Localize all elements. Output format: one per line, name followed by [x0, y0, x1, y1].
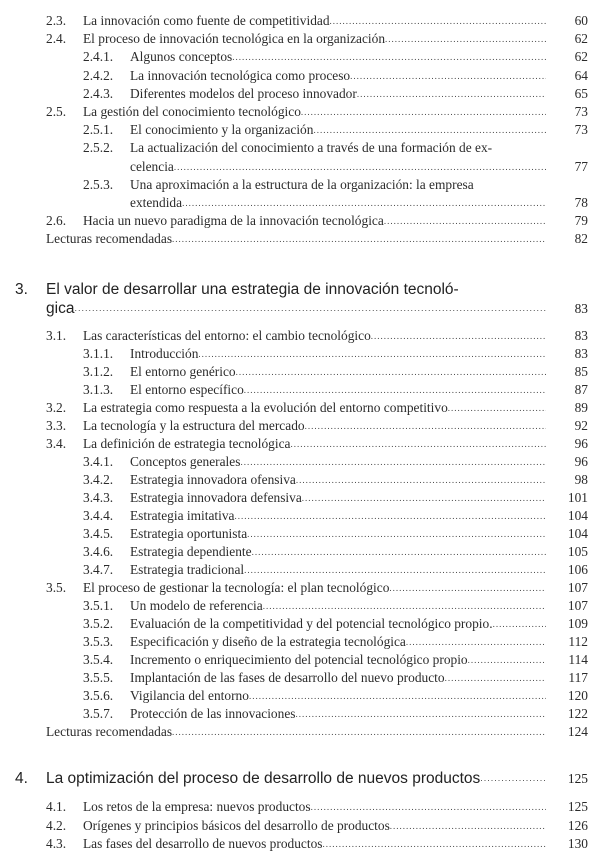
toc-line: [0, 212, 600, 230]
toc-line: [0, 158, 600, 176]
toc-line: [0, 363, 600, 381]
entry-title: [83, 103, 546, 121]
toc-line: [0, 561, 600, 579]
entry-title: [130, 705, 546, 723]
chapter-heading[interactable]: [0, 769, 600, 788]
toc-line: [0, 327, 600, 345]
dot-leader: [371, 327, 546, 345]
toc-entry[interactable]: [0, 525, 600, 543]
dot-leader: [389, 579, 546, 597]
entry-title-text: Lecturas recomendadas: [46, 231, 173, 247]
entry-number: 3.4.2.: [83, 472, 114, 488]
entry-title: [130, 669, 546, 687]
toc-line: [0, 12, 600, 30]
dot-leader: [322, 835, 546, 854]
entry-title-text: Incremento o enriquecimiento del potencial tecnológico propio: [130, 652, 468, 668]
toc-entry[interactable]: [0, 103, 600, 121]
entry-number: 3.1.1.: [83, 346, 114, 362]
page-number: 124: [567, 724, 588, 740]
entry-title: [130, 471, 546, 489]
entry-number: 3.5.6.: [83, 688, 114, 704]
dot-leader: [172, 723, 546, 741]
toc-entry[interactable]: [0, 85, 600, 103]
toc-entry[interactable]: [0, 723, 600, 741]
dot-leader: [240, 453, 546, 471]
entry-number: 3.5.3.: [83, 634, 114, 650]
page-number: 105: [567, 544, 588, 560]
toc-line: [0, 381, 600, 399]
entry-number: 2.4.: [46, 31, 67, 47]
toc-entry[interactable]: [0, 835, 600, 854]
toc-line: [0, 651, 600, 669]
entry-number: 3.4.6.: [83, 544, 114, 560]
entry-title-text: La actualización del conocimiento a través de una formación de ex-: [130, 140, 493, 156]
toc-line: [0, 489, 600, 507]
toc-entry[interactable]: [0, 705, 600, 723]
page-number: 112: [568, 634, 588, 650]
dot-leader: [244, 561, 546, 579]
entry-title-text: La innovación como fuente de competitividad: [83, 13, 330, 28]
dot-leader: [290, 435, 546, 453]
page-number: 83: [574, 301, 588, 317]
toc-entry[interactable]: [0, 507, 600, 525]
toc-line: [0, 139, 600, 157]
toc-line: [0, 579, 600, 597]
entry-number: 3.5.5.: [83, 670, 114, 686]
page-number: 92: [574, 418, 588, 434]
toc-entry[interactable]: [0, 669, 600, 687]
toc-entry[interactable]: [0, 435, 600, 453]
page-number: 65: [574, 85, 588, 101]
entry-title-text: Estrategia innovadora ofensiva: [130, 472, 296, 488]
toc-line: [0, 48, 600, 66]
page-number: 98: [574, 472, 588, 488]
entry-title: [46, 769, 546, 788]
dot-leader: [244, 381, 546, 399]
toc-entry[interactable]: [0, 12, 600, 30]
toc-line: [0, 507, 600, 525]
entry-title: [130, 489, 546, 507]
entry-title-text: Introducción: [130, 346, 199, 362]
dot-leader: [263, 597, 546, 615]
entry-title: [130, 687, 546, 705]
page-number: 62: [574, 49, 588, 65]
page-number: 126: [567, 817, 588, 833]
entry-number: 3.5.4.: [83, 652, 114, 668]
toc-entry[interactable]: [0, 230, 600, 248]
toc-line: [0, 597, 600, 615]
entry-title-text: Estrategia innovadora defensiva: [130, 490, 302, 506]
entry-title: [130, 363, 546, 381]
entry-title-text: Estrategia oportunista: [130, 526, 248, 542]
toc-entry[interactable]: [0, 381, 600, 399]
entry-title-text: Lecturas recomendadas: [46, 724, 173, 740]
dot-leader: [295, 705, 546, 723]
entry-title: [83, 399, 546, 417]
toc-line: [0, 543, 600, 561]
entry-title-text: Protección de las innovaciones: [130, 706, 296, 722]
entry-title-text: Estrategia tradicional: [130, 562, 245, 578]
entry-title: [83, 835, 546, 854]
toc-line: [0, 30, 600, 48]
entry-number: 3.1.3.: [83, 382, 114, 398]
page-number: 122: [567, 706, 588, 722]
entry-number: 2.5.2.: [83, 140, 114, 156]
toc-entry[interactable]: [0, 139, 600, 175]
entry-title-text: La optimización del proceso de desarrollo de nuevos productos: [46, 770, 481, 788]
toc-section: [0, 769, 600, 788]
page-number: 130: [567, 836, 588, 852]
entry-title-text: La gestión del conocimiento tecnológico: [83, 103, 301, 119]
entry-title-text: gica: [46, 300, 75, 318]
toc-entry[interactable]: [0, 817, 600, 836]
entry-title: [83, 12, 546, 30]
entry-title-text: Evaluación de la competitividad y del potencial tecnológico propio.: [130, 616, 493, 632]
toc-line: [0, 453, 600, 471]
toc-entry[interactable]: [0, 48, 600, 66]
toc-entry[interactable]: [0, 67, 600, 85]
dot-leader: [247, 525, 546, 543]
toc-line: [0, 705, 600, 723]
entry-number: 3.4.4.: [83, 508, 114, 524]
entry-number: 2.4.2.: [83, 67, 114, 83]
entry-title-text: El entorno genérico: [130, 364, 236, 380]
entry-title: [130, 381, 546, 399]
dot-leader: [198, 345, 546, 363]
entry-title: [46, 723, 546, 741]
toc-section: [0, 327, 600, 741]
toc-entry[interactable]: [0, 417, 600, 435]
toc-line: [0, 687, 600, 705]
dot-leader: [350, 67, 546, 85]
entry-title-text: Estrategia dependiente: [130, 544, 252, 560]
toc-entry[interactable]: [0, 453, 600, 471]
toc-entry[interactable]: [0, 327, 600, 345]
toc-line: [0, 194, 600, 212]
toc-entry[interactable]: [0, 489, 600, 507]
page-number: 77: [574, 158, 588, 174]
entry-title: [130, 158, 546, 176]
entry-title: [130, 121, 546, 139]
page-number: 60: [574, 13, 588, 28]
entry-number: 2.5.3.: [83, 176, 114, 192]
toc-line: [0, 798, 600, 817]
page-number: 64: [574, 67, 588, 83]
dot-leader: [252, 543, 546, 561]
toc-line: [0, 280, 600, 299]
dot-leader: [390, 817, 546, 836]
page-number: 109: [567, 616, 588, 632]
page-number: 101: [567, 490, 588, 506]
entry-number: 3.2.: [46, 400, 67, 416]
entry-number: 3.4.3.: [83, 490, 114, 506]
entry-title: [130, 67, 546, 85]
page-number: 107: [567, 598, 588, 614]
entry-title-text: Implantación de las fases de desarrollo del nuevo producto: [130, 670, 445, 686]
entry-number: 3.4.7.: [83, 562, 114, 578]
page-number: 83: [574, 346, 588, 362]
entry-title: [83, 435, 546, 453]
entry-title: [130, 651, 546, 669]
entry-title-text: El conocimiento y la organización: [130, 122, 314, 138]
entry-title: [130, 176, 546, 194]
page-number: 85: [574, 364, 588, 380]
toc-line: [0, 633, 600, 651]
page-number: 117: [568, 670, 588, 686]
dot-leader: [406, 633, 546, 651]
toc-entry[interactable]: [0, 399, 600, 417]
page-number: 125: [567, 771, 588, 787]
dot-leader: [330, 12, 546, 30]
entry-title-text: Conceptos generales: [130, 454, 241, 470]
entry-title: [83, 327, 546, 345]
entry-title-text: La definición de estrategia tecnológica: [83, 436, 291, 452]
toc-line: [0, 121, 600, 139]
entry-title-text: Las características del entorno: el cambio tecnológico: [83, 328, 371, 344]
page-number: 96: [574, 436, 588, 452]
dot-leader: [172, 230, 546, 248]
page-number: 62: [574, 31, 588, 47]
entry-title: [130, 615, 546, 633]
dot-leader: [249, 687, 546, 705]
entry-number: 3.4.: [46, 436, 67, 452]
entry-number: 3.5.7.: [83, 706, 114, 722]
toc-line: [0, 299, 600, 318]
toc-entry[interactable]: [0, 579, 600, 597]
toc-line: [0, 669, 600, 687]
toc-line: [0, 345, 600, 363]
toc-entry[interactable]: [0, 561, 600, 579]
entry-title-text: extendida: [130, 194, 183, 210]
toc-entry[interactable]: [0, 30, 600, 48]
toc-line: [0, 817, 600, 836]
dot-leader: [302, 489, 546, 507]
toc-entry[interactable]: [0, 597, 600, 615]
dot-leader: [384, 212, 546, 230]
entry-title: [130, 85, 546, 103]
entry-title: [130, 453, 546, 471]
entry-title: [83, 798, 546, 817]
dot-leader: [445, 669, 546, 687]
entry-title: [130, 139, 546, 157]
entry-number: 3.1.: [46, 328, 67, 344]
dot-leader: [74, 299, 546, 318]
toc-line: [0, 176, 600, 194]
entry-title-text: Los retos de la empresa: nuevos productos: [83, 799, 311, 815]
toc-line: [0, 471, 600, 489]
page-number: 78: [574, 194, 588, 210]
entry-title: [83, 417, 546, 435]
entry-title: [46, 230, 546, 248]
dot-leader: [357, 85, 546, 103]
entry-title: [46, 299, 546, 318]
entry-number: 4.1.: [46, 799, 67, 815]
toc-entry[interactable]: [0, 798, 600, 817]
page-number: 107: [567, 580, 588, 596]
entry-title: [130, 345, 546, 363]
toc-entry[interactable]: [0, 363, 600, 381]
page-number: 83: [574, 328, 588, 344]
toc-section: [0, 798, 600, 854]
toc-entry[interactable]: [0, 176, 600, 212]
entry-number: 3.5.: [46, 580, 67, 596]
page-number: 73: [574, 122, 588, 138]
entry-title-text: El proceso de innovación tecnológica en la organización: [83, 31, 386, 47]
entry-title: [130, 525, 546, 543]
page-number: 106: [567, 562, 588, 578]
dot-leader: [493, 615, 546, 633]
page-number: 120: [567, 688, 588, 704]
entry-title-text: Estrategia imitativa: [130, 508, 235, 524]
entry-title-text: Algunos conceptos: [130, 49, 233, 65]
entry-title: [130, 633, 546, 651]
dot-leader: [236, 363, 546, 381]
page-number: 125: [567, 799, 588, 815]
entry-title-text: Diferentes modelos del proceso innovador: [130, 85, 357, 101]
dot-leader: [296, 471, 546, 489]
entry-title: [130, 597, 546, 615]
entry-number: 3.5.1.: [83, 598, 114, 614]
entry-number: 3.5.2.: [83, 616, 114, 632]
entry-title-text: Orígenes y principios básicos del desarrollo de productos: [83, 817, 390, 833]
entry-title: [46, 280, 546, 299]
page-number: 87: [574, 382, 588, 398]
dot-leader: [448, 399, 546, 417]
page-number: 104: [567, 508, 588, 524]
dot-leader: [480, 769, 546, 788]
entry-number: 2.4.1.: [83, 49, 114, 65]
entry-title-text: La innovación tecnológica como proceso: [130, 67, 351, 83]
toc-entry[interactable]: [0, 633, 600, 651]
entry-number: 4.3.: [46, 836, 67, 852]
toc-entry[interactable]: [0, 121, 600, 139]
dot-leader: [313, 121, 546, 139]
toc-line: [0, 435, 600, 453]
entry-title-text: El entorno específico: [130, 382, 244, 398]
entry-title-text: celencia: [130, 158, 174, 174]
page-number: 104: [567, 526, 588, 542]
entry-title-text: Las fases del desarrollo de nuevos productos: [83, 836, 323, 852]
dot-leader: [301, 103, 546, 121]
entry-title: [83, 30, 546, 48]
dot-leader: [174, 158, 546, 176]
entry-number: 3.4.5.: [83, 526, 114, 542]
entry-title: [130, 561, 546, 579]
toc-line: [0, 85, 600, 103]
entry-number: 2.6.: [46, 213, 67, 229]
chapter-heading[interactable]: [0, 280, 600, 318]
page-number: 114: [568, 652, 588, 668]
dot-leader: [305, 417, 546, 435]
page-number: 73: [574, 103, 588, 119]
page-number: 79: [574, 213, 588, 229]
entry-title-text: La estrategia como respuesta a la evolución del entorno competitivo: [83, 400, 448, 416]
toc-line: [0, 835, 600, 854]
toc-line: [0, 769, 600, 788]
toc-entry[interactable]: [0, 212, 600, 230]
entry-title-text: Especificación y diseño de la estrategia tecnológica: [130, 634, 406, 650]
entry-title: [130, 507, 546, 525]
toc-entry[interactable]: [0, 345, 600, 363]
entry-number: 3.4.1.: [83, 454, 114, 470]
entry-number: 4.: [15, 770, 28, 788]
entry-number: 3.: [15, 281, 28, 299]
toc-entry[interactable]: [0, 687, 600, 705]
toc-line: [0, 230, 600, 248]
toc-line: [0, 723, 600, 741]
entry-title-text: El proceso de gestionar la tecnología: el plan tecnológico: [83, 580, 390, 596]
toc-line: [0, 417, 600, 435]
toc-line: [0, 67, 600, 85]
entry-title-text: Un modelo de referencia: [130, 598, 263, 614]
toc-entry[interactable]: [0, 543, 600, 561]
entry-number: 3.3.: [46, 418, 67, 434]
entry-number: 2.5.: [46, 103, 67, 119]
toc-section: [0, 12, 600, 248]
entry-title-text: Vigilancia del entorno: [130, 688, 249, 704]
toc-line: [0, 103, 600, 121]
entry-title: [130, 194, 546, 212]
entry-number: 2.5.1.: [83, 122, 114, 138]
table-of-contents: [0, 12, 600, 854]
entry-title: [83, 579, 546, 597]
page-number: 96: [574, 454, 588, 470]
toc-entry[interactable]: [0, 651, 600, 669]
dot-leader: [232, 48, 546, 66]
dot-leader: [182, 194, 546, 212]
entry-title: [130, 48, 546, 66]
dot-leader: [311, 798, 546, 817]
toc-line: [0, 399, 600, 417]
entry-title-text: La tecnología y la estructura del mercado: [83, 418, 305, 434]
page-number: 82: [574, 231, 588, 247]
toc-entry[interactable]: [0, 615, 600, 633]
dot-leader: [385, 30, 546, 48]
dot-leader: [468, 651, 546, 669]
entry-title: [83, 817, 546, 836]
toc-entry[interactable]: [0, 471, 600, 489]
entry-number: 2.3.: [46, 13, 67, 28]
entry-title: [83, 212, 546, 230]
toc-section: [0, 280, 600, 318]
toc-line: [0, 525, 600, 543]
entry-title-text: El valor de desarrollar una estrategia de innovación tecnoló-: [46, 281, 459, 299]
entry-number: 2.4.3.: [83, 85, 114, 101]
entry-number: 4.2.: [46, 817, 67, 833]
entry-title-text: Una aproximación a la estructura de la organización: la empresa: [130, 176, 474, 192]
page-number: 89: [574, 400, 588, 416]
toc-line: [0, 615, 600, 633]
entry-number: 3.1.2.: [83, 364, 114, 380]
dot-leader: [234, 507, 546, 525]
entry-title: [130, 543, 546, 561]
entry-title-text: Hacia un nuevo paradigma de la innovación tecnológica: [83, 213, 384, 229]
